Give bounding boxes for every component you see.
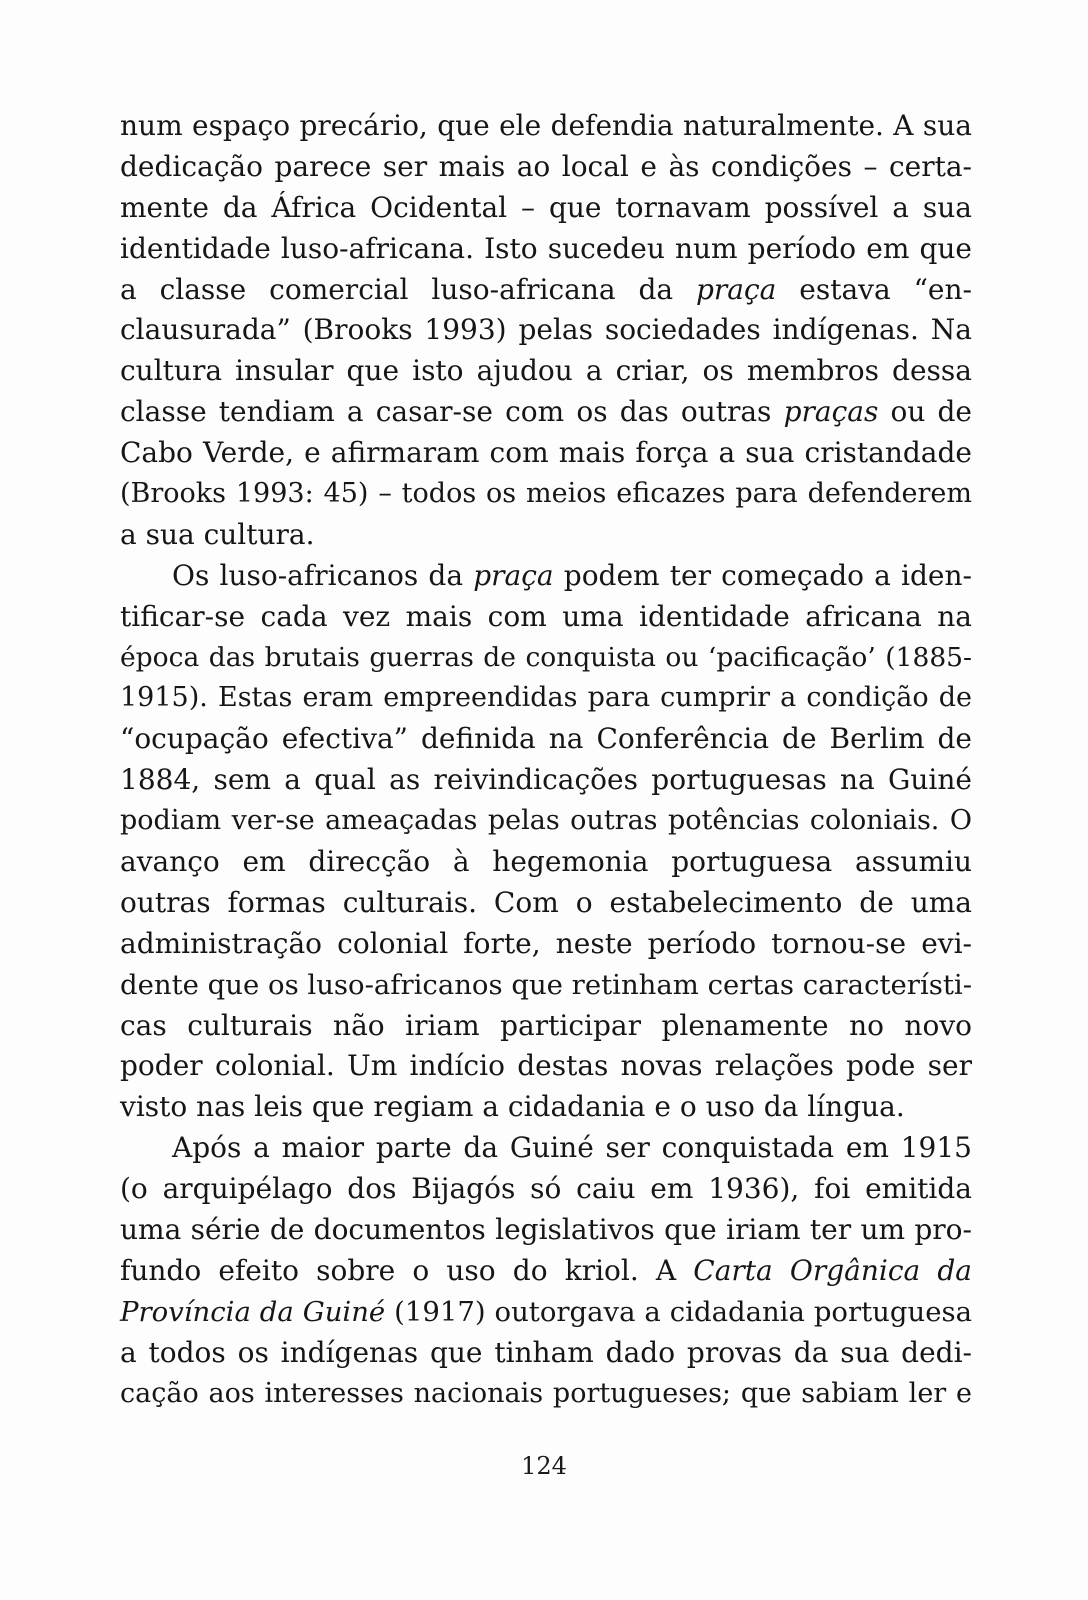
- text-line: Província da Guiné (1917) outorgava a cidadania portuguesa: [120, 1295, 972, 1328]
- text-line: a sua cultura.: [120, 517, 315, 551]
- text-line: mente da África Ocidental – que tornavam possível a sua: [120, 190, 972, 224]
- text-line: clausurada” (Brooks 1993) pelas sociedades indígenas. Na: [120, 313, 972, 347]
- page-number: 124: [521, 1452, 567, 1480]
- text-line: identidade luso-africana. Isto sucedeu num período em que: [120, 231, 972, 265]
- italic-term: praças: [783, 395, 879, 429]
- text-line: dente que os luso-africanos que retinham certas característi-: [120, 968, 972, 1001]
- text-line: a classe comercial luso-africana da praça estava “en-: [120, 272, 972, 306]
- text-line: a todos os indígenas que tinham dado provas da sua dedi-: [120, 1335, 972, 1369]
- text-line: época das brutais guerras de conquista ou ‘pacificação’ (1885-: [120, 641, 972, 673]
- text-line: fundo efeito sobre o uso do kriol. A Carta Orgânica da: [120, 1253, 972, 1287]
- text-line: avanço em direcção à hegemonia portuguesa assumiu: [120, 845, 972, 879]
- italic-term: praça: [473, 558, 554, 592]
- text-line: outras formas culturais. Com o estabelecimento de uma: [120, 885, 972, 919]
- text-line: cas culturais não iriam participar plenamente no novo: [120, 1008, 972, 1042]
- text-line: num espaço precário, que ele defendia naturalmente. A sua: [120, 109, 972, 142]
- text-line: 1915). Estas eram empreendidas para cumprir a condição de: [120, 682, 972, 714]
- text-line: uma série de documentos legislativos que iriam ter um pro-: [120, 1213, 972, 1247]
- text-line: cultura insular que isto ajudou a criar, os membros dessa: [120, 354, 972, 388]
- text-line: (Brooks 1993: 45) – todos os meios eficazes para defenderem: [120, 478, 972, 510]
- text-line: administração colonial forte, neste período tornou-se evi-: [120, 926, 972, 960]
- text-line: dedicação parece ser mais ao local e às condições – certa-: [120, 149, 972, 183]
- text-line: cação aos interesses nacionais portugueses; que sabiam ler e: [120, 1377, 972, 1409]
- text-line: podiam ver-se ameaçadas pelas outras potências coloniais. O: [120, 805, 972, 837]
- text-line: poder colonial. Um indício destas novas relações pode ser: [120, 1049, 972, 1083]
- text-line: 1884, sem a qual as reivindicações portuguesas na Guiné: [120, 763, 972, 797]
- italic-title: Carta Orgânica da: [693, 1253, 972, 1287]
- italic-term: praça: [696, 272, 777, 306]
- italic-title: Província da Guiné: [120, 1295, 386, 1328]
- body-text: [120, 106, 972, 1415]
- text-line: Os luso-africanos da praça podem ter começado a iden-: [172, 558, 972, 592]
- text-line: tificar-se cada vez mais com uma identidade africana na: [120, 599, 972, 633]
- text-line: classe tendiam a casar-se com os das outras praças ou de: [120, 395, 972, 429]
- text-line: (o arquipélago dos Bijagós só caiu em 1936), foi emitida: [120, 1172, 972, 1206]
- text-line: “ocupação efectiva” definida na Conferência de Berlim de: [120, 722, 972, 756]
- text-line: Cabo Verde, e afirmaram com mais força a sua cristandade: [120, 436, 972, 470]
- text-line: visto nas leis que regiam a cidadania e o uso da língua.: [120, 1090, 905, 1124]
- text-line: Após a maior parte da Guiné ser conquistada em 1915: [172, 1131, 972, 1165]
